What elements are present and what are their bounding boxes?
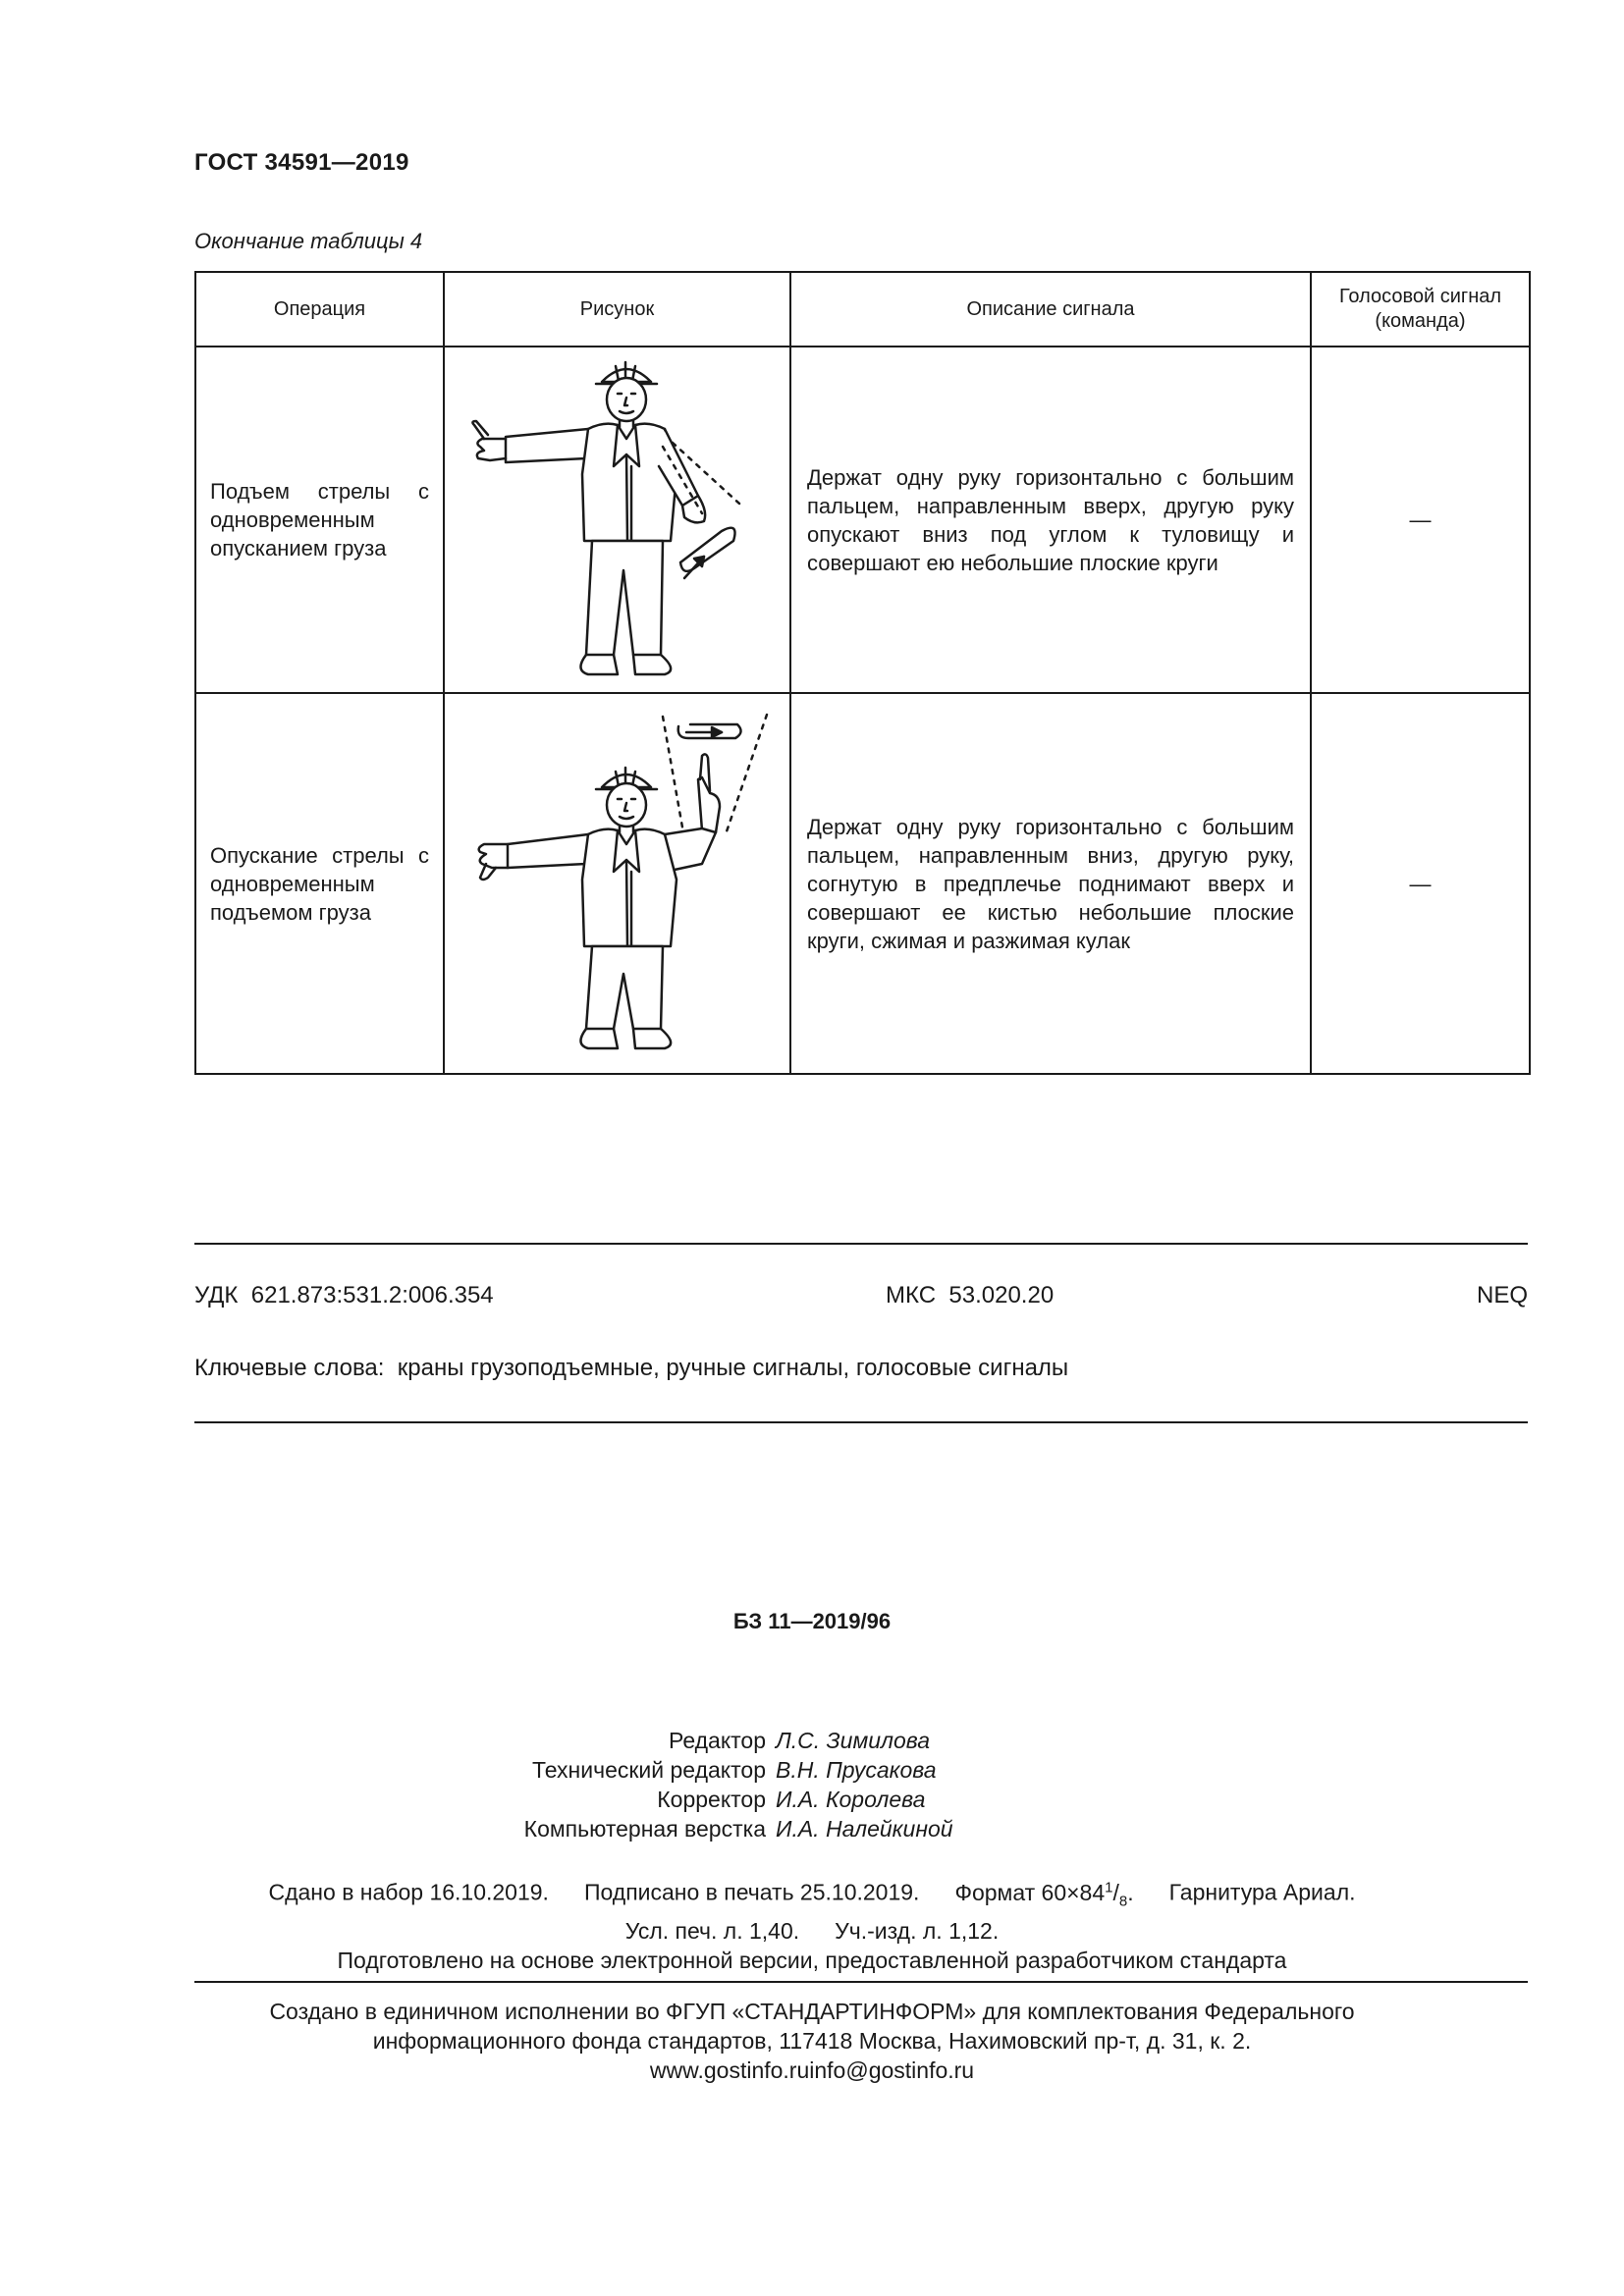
print-sheets: Усл. печ. л. 1,40.: [624, 1918, 800, 1945]
table-row: [195, 693, 1530, 1074]
signed-date: Подписано в печать 25.10.2019.: [583, 1879, 920, 1905]
credit-line: [412, 1816, 1296, 1845]
column-header-description: Описание сигнала: [790, 272, 1311, 347]
publication-line-2: [0, 1916, 1624, 1946]
credit-line: [412, 1728, 1296, 1757]
bottom-divider: [194, 1421, 1528, 1423]
table-header-row: [195, 272, 1530, 347]
keywords-text: краны грузоподъемные, ручные сигналы, голосовые сигналы: [397, 1355, 1069, 1381]
credit-role: Компьютерная верстка: [523, 1816, 766, 1842]
footer-divider: [194, 1981, 1528, 1983]
top-divider: [194, 1243, 1528, 1245]
publisher-sheets: Уч.-изд. л. 1,12.: [835, 1918, 1000, 1945]
figure-cell: [444, 347, 790, 693]
credit-person: Л.С. Зимилова: [776, 1728, 931, 1753]
creator-line-1: Создано в единичном исполнении во ФГУП «СТАНДАРТИНФОРМ» для комплектования Федерального: [269, 1999, 1355, 2024]
description-cell: Держат одну руку горизонтально с большим пальцем, направленным вниз, другую руку, согнутую в предплечье поднимают вверх и совершают ее кистью небольшие плоские круги, сжимая и разжимая кулак: [790, 693, 1311, 1074]
column-header-voice: Голосовой сигнал (команда): [1311, 272, 1530, 347]
udk-label: УДК: [194, 1282, 239, 1308]
column-header-operation: Операция: [195, 272, 444, 347]
signals-table: [194, 271, 1531, 1075]
credit-role: Технический редактор: [532, 1757, 766, 1783]
format-suffix: .: [1127, 1879, 1134, 1905]
mks-label: МКС: [886, 1282, 937, 1308]
mks-code: [886, 1282, 1054, 1309]
column-header-figure: Рисунок: [444, 272, 790, 347]
operation-cell: Опускание стрелы с одновременным подъемом груза: [195, 693, 444, 1074]
format-denominator: 8: [1118, 1893, 1128, 1910]
publication-line-1: [0, 1873, 1624, 1916]
udk-value: 621.873:531.2:006.354: [250, 1282, 494, 1308]
keywords-label: Ключевые слова:: [194, 1355, 385, 1381]
credit-person: И.А. Королева: [776, 1787, 926, 1812]
signaller-raise-load-lower-boom-icon: [445, 695, 791, 1072]
keywords-line: [194, 1355, 1068, 1382]
credits-block: [412, 1728, 1296, 1845]
website-link[interactable]: www.gostinfo.ru: [649, 2057, 810, 2083]
typeset-date: Сдано в набор 16.10.2019.: [268, 1879, 549, 1905]
voice-command-cell: —: [1311, 693, 1530, 1074]
figure-cell: [444, 693, 790, 1074]
voice-command-cell: —: [1311, 347, 1530, 693]
credit-person: В.Н. Прусакова: [776, 1757, 937, 1783]
credit-person: И.А. Налейкиной: [776, 1816, 953, 1842]
mks-value: 53.020.20: [948, 1282, 1055, 1308]
prepared-note: Подготовлено на основе электронной версии, предоставленной разработчиком стандарта: [337, 1948, 1287, 1974]
format-numerator: 1: [1105, 1879, 1113, 1896]
credit-line: [412, 1787, 1296, 1816]
document-number: ГОСТ 34591—2019: [194, 149, 409, 176]
creator-info: [0, 1997, 1624, 2085]
publication-info: [0, 1873, 1624, 1975]
typeface: Гарнитура Ариал.: [1168, 1879, 1356, 1905]
bz-number: БЗ 11—2019/96: [732, 1609, 892, 1633]
operation-cell: Подъем стрелы с одновременным опусканием груза: [195, 347, 444, 693]
creator-line-2: информационного фонда стандартов, 117418 Москва, Нахимовский пр-т, д. 31, к. 2.: [372, 2028, 1252, 2054]
contacts-line: [0, 2056, 1624, 2085]
table-caption: Окончание таблицы 4: [194, 229, 423, 253]
table-row: [195, 347, 1530, 693]
udk-code: [194, 1282, 494, 1309]
email-link[interactable]: info@gostinfo.ru: [809, 2057, 975, 2083]
signaller-lower-load-raise-boom-icon: [445, 348, 791, 692]
credit-role: Корректор: [657, 1787, 766, 1812]
paper-format: Формат $60\times 84^1/_8$.: [954, 1879, 1134, 1910]
credit-line: [412, 1757, 1296, 1787]
credit-role: Редактор: [668, 1728, 766, 1753]
format-prefix: Формат 60×84: [954, 1879, 1106, 1905]
description-cell: Держат одну руку горизонтально с большим пальцем, направленным вверх, другую руку опускают вниз под углом к туловищу и совершают ею небольшие плоские круги: [790, 347, 1311, 693]
conformity-mark: NEQ: [1476, 1282, 1528, 1308]
